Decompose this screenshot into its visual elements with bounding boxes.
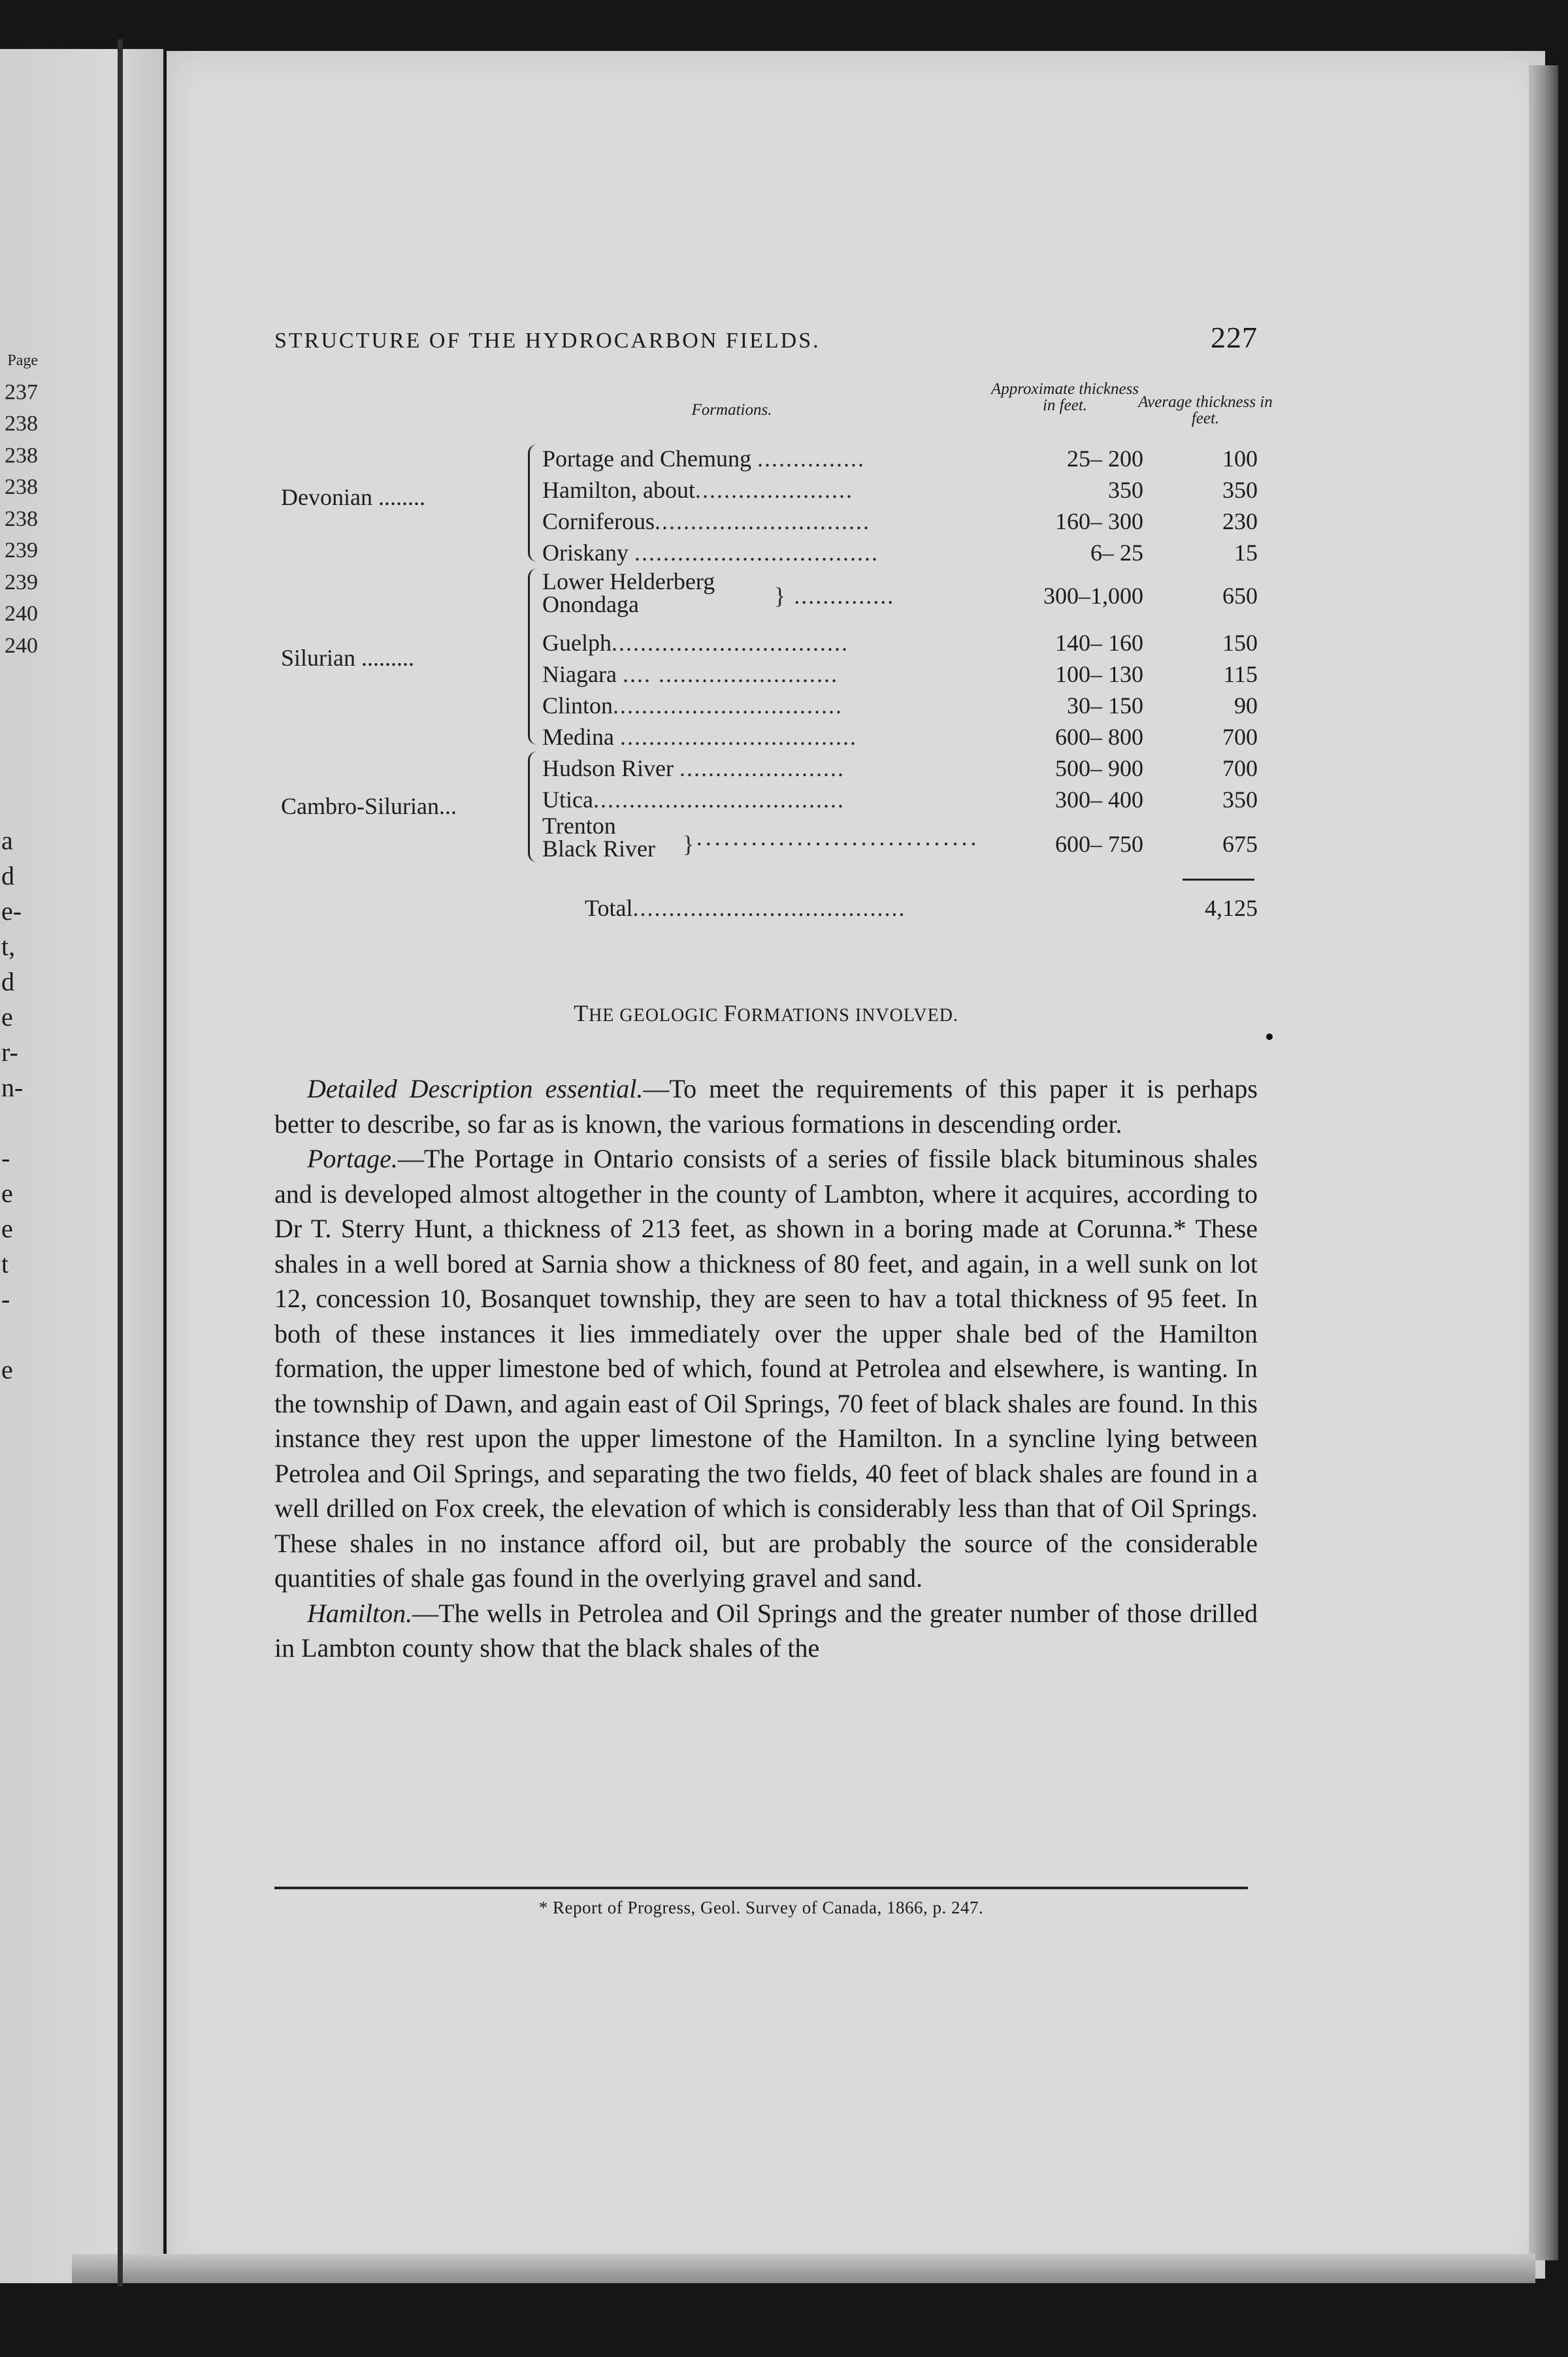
average-thickness-cell: 350 <box>1222 787 1258 813</box>
system-label-silurian: Silurian ......... <box>281 645 414 671</box>
approx-thickness-cell: 140– 160 <box>1055 630 1143 656</box>
running-head <box>274 320 1258 353</box>
line-fragment: n- <box>1 1073 24 1102</box>
formation-name: Hamilton, about <box>542 477 695 503</box>
formation-cell: Oriskany .................................. <box>542 540 879 566</box>
margin-entry: 238 <box>5 506 38 531</box>
column-header-formations: Formations. <box>691 401 772 419</box>
formation-name: Utica <box>542 787 593 813</box>
total-rule <box>1183 879 1254 881</box>
average-thickness-cell: 230 <box>1222 508 1258 534</box>
formation-cell: Hamilton, about...................... <box>542 477 853 503</box>
footnote-rule <box>274 1887 1248 1889</box>
average-thickness-cell: 675 <box>1222 831 1258 857</box>
line-fragment: r- <box>1 1037 18 1067</box>
paragraph-text: —The Portage in Ontario consists of a series of fissile black bituminous shales and is developed almost altogether in the county of Lambton, where it acquires, according to Dr T. Sterry Hunt, a thickness of 213 feet, as shown in a boring made at Corunna.* These shales in a well bored at Sarnia show a thickness of 80 feet, and again, in a well sunk on lot 12, concession 10, Bosanquet township, they are seen to hav a total thickness of 95 feet. In both of these instances it lies immediately over the upper shale bed of the Hamilton formation, the upper limestone bed of which, found at Petrolea and elsewhere, is wanting. In the township of Dawn, and again east of Oil Springs, 70 feet of black shales are found. In this instance they rest upon the upper limestone of the Hamilton. In a syncline lying between Petrolea and Oil Springs, and separating the two fields, 40 feet of black shales are found in a well drilled on Fox creek, the elevation of which is considerably less than that of Oil Springs. These shales in no instance afford oil, but are probably the source of the considerable quantities of shale gas found in the overlying gravel and sand. <box>274 1144 1258 1593</box>
formation-name: Corniferous <box>542 508 655 534</box>
line-fragment: e <box>1 1355 13 1384</box>
formation-name: Guelph <box>542 630 612 656</box>
paragraph-detailed-description <box>274 1071 1258 1141</box>
line-fragment <box>1 1317 27 1352</box>
margin-entry: 238 <box>5 443 38 468</box>
previous-page-margin-numbers <box>0 345 39 662</box>
line-fragment: a <box>1 826 13 855</box>
brace-cambro-silurian <box>528 751 539 862</box>
body-text <box>274 1071 1258 1666</box>
formation-cell: Lower Helderberg <box>542 568 715 594</box>
column-header-approximate-thickness: Approximate thickness in feet. <box>990 380 1139 414</box>
average-thickness-cell: 15 <box>1234 540 1258 566</box>
system-name: Cambro-Silurian <box>281 793 439 819</box>
total-label-cell: Total...................................... <box>585 895 906 921</box>
approx-thickness-cell: 300– 400 <box>1055 787 1143 813</box>
line-fragment: t, <box>1 932 16 961</box>
previous-page-line-fragments <box>1 823 27 1388</box>
system-label-devonian: Devonian ........ <box>281 484 425 510</box>
paragraph-text: —To meet the requirements of this paper it is perhaps better to describe, so far as is known, the various formations in descending order. <box>274 1074 1258 1139</box>
approx-thickness-cell: 350 <box>1108 477 1143 503</box>
line-fragment <box>1 1105 27 1141</box>
paragraph-lead: Portage. <box>307 1144 398 1173</box>
margin-entry: 238 <box>5 412 38 436</box>
approx-thickness-cell: 300–1,000 <box>1043 583 1143 609</box>
page-edge <box>1529 65 1558 2260</box>
formation-cell: Corniferous.............................. <box>542 508 870 534</box>
brace-silurian <box>528 568 539 745</box>
approx-thickness-cell: 600– 750 <box>1055 831 1143 857</box>
line-fragment: e <box>1 1178 13 1208</box>
formation-name: Black River <box>542 836 655 861</box>
page-number: 227 <box>1211 321 1258 354</box>
average-thickness-cell: 100 <box>1222 446 1258 472</box>
average-thickness-cell: 700 <box>1222 724 1258 750</box>
system-name: Silurian <box>281 645 355 671</box>
average-thickness-cell: 150 <box>1222 630 1258 656</box>
section-title-initial: T <box>574 1000 589 1026</box>
line-fragment: - <box>1 1143 10 1173</box>
system-label-cambro-silurian: Cambro-Silurian... <box>281 793 457 819</box>
formation-cell: Niagara .... ......................... <box>542 661 838 687</box>
paragraph-lead: Hamilton. <box>307 1598 413 1628</box>
margin-entry: 239 <box>5 570 38 594</box>
section-title-initial: F <box>723 1000 738 1026</box>
paragraph-text: —The wells in Petrolea and Oil Springs and the greater number of those drilled in Lambton county show that the black shales of the <box>274 1598 1258 1663</box>
line-fragment: t <box>1 1249 9 1278</box>
approx-thickness-cell: 160– 300 <box>1055 508 1143 534</box>
formation-cell: Utica................................... <box>542 787 845 813</box>
page-bottom-edge <box>72 2254 1535 2283</box>
total-label: Total <box>585 895 633 921</box>
approx-thickness-cell: 500– 900 <box>1055 755 1143 781</box>
line-fragment: e <box>1 1002 13 1032</box>
bracket-leader: } .............. <box>774 583 895 609</box>
system-name: Devonian <box>281 484 372 510</box>
bracket-leader: }······························· <box>683 831 979 857</box>
paragraph-lead: Detailed Description essential. <box>307 1074 644 1103</box>
formation-cell: Medina ................................. <box>542 724 857 750</box>
formation-name: Medina <box>542 724 614 750</box>
formation-name: Clinton <box>542 692 613 719</box>
formation-name: Hudson River <box>542 755 674 781</box>
approx-thickness-cell: 100– 130 <box>1055 661 1143 687</box>
section-title-part: HE GEOLOGIC <box>589 1005 724 1026</box>
ink-speck <box>1266 1033 1273 1040</box>
line-fragment: - <box>1 1284 10 1314</box>
formation-cell: Portage and Chemung ............... <box>542 446 865 472</box>
formation-cell: Trenton <box>542 813 616 838</box>
footnote: * Report of Progress, Geol. Survey of Canada, 1866, p. 247. <box>538 1898 984 1917</box>
average-thickness-cell: 650 <box>1222 583 1258 609</box>
line-fragment: e <box>1 1214 13 1243</box>
margin-entry: 240 <box>5 602 38 626</box>
average-thickness-cell: 700 <box>1222 755 1258 781</box>
line-fragment: d <box>1 861 14 890</box>
running-head-title: STRUCTURE OF THE HYDROCARBON FIELDS. <box>274 329 821 353</box>
line-fragment: d <box>1 967 14 996</box>
approx-thickness-cell: 30– 150 <box>1067 692 1143 719</box>
margin-entry: 239 <box>5 538 38 562</box>
average-thickness-cell: 115 <box>1223 661 1258 687</box>
margin-entry: 238 <box>5 475 38 499</box>
formation-name: Oriskany <box>542 540 629 566</box>
section-title <box>274 1000 1258 1027</box>
section-title-part: ORMATIONS INVOLVED. <box>737 1005 958 1026</box>
formation-cell: Hudson River ....................... <box>542 755 845 781</box>
formation-cell: Clinton................................ <box>542 692 843 719</box>
approx-thickness-cell: 6– 25 <box>1090 540 1143 566</box>
formation-name: Niagara <box>542 661 617 687</box>
paragraph-hamilton <box>274 1596 1258 1666</box>
margin-entry: 237 <box>5 380 38 404</box>
formation-cell: Guelph................................. <box>542 630 849 656</box>
average-thickness-cell: 350 <box>1222 477 1258 503</box>
approx-thickness-cell: 25– 200 <box>1067 446 1143 472</box>
paragraph-portage <box>274 1141 1258 1596</box>
total-value: 4,125 <box>1205 895 1258 921</box>
formation-name: Onondaga <box>542 591 639 617</box>
brace-devonian <box>528 444 539 562</box>
average-thickness-cell: 90 <box>1234 692 1258 719</box>
formation-name: Portage and Chemung <box>542 446 751 472</box>
line-fragment: e- <box>1 896 22 926</box>
approx-thickness-cell: 600– 800 <box>1055 724 1143 750</box>
book-gutter <box>118 39 123 2286</box>
margin-entry: 240 <box>5 633 38 658</box>
margin-entry: Page <box>7 352 38 369</box>
column-header-average-thickness: Average thickness in feet. <box>1138 393 1273 427</box>
